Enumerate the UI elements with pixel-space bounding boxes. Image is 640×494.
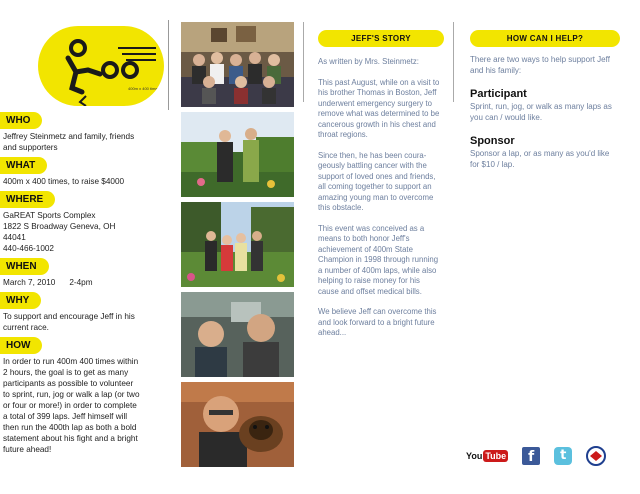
who-text: Jeffrey Steinmetz and family, friends and supporters	[3, 132, 135, 152]
divider	[168, 20, 169, 110]
help-column	[470, 30, 620, 170]
youtube-icon[interactable]: You Tube	[466, 451, 507, 461]
divider	[303, 22, 304, 102]
how-label: HOW	[0, 337, 42, 354]
twitter-icon[interactable]: t	[554, 447, 572, 465]
story-byline: As written by Mrs. Steinmetz:	[318, 57, 419, 66]
sponsor-title: Sponsor	[470, 135, 515, 147]
family-garden-photo	[181, 202, 294, 287]
story-paragraph: This event was conceived as a means to both honor Jeff's achievement of 400m State Champion in 1998 through running a number of 400m laps, while also helping to raise money for his cause and offset medical bills.	[318, 223, 439, 296]
event-time: 2-4pm	[69, 278, 93, 287]
story-paragraph: Since then, he has been coura- geously battling cancer with the support of loved ones and friends, all coming together to support an amazing young man to overcome this obstacle.	[318, 150, 436, 212]
when-section	[0, 256, 172, 288]
how-section	[0, 335, 172, 455]
participant-text: Sprint, run, jog, or walk as many laps as you can / would like.	[470, 102, 612, 122]
why-label: WHY	[0, 292, 41, 309]
why-text: To support and encourage Jeff in his current race.	[3, 312, 135, 332]
logo-tagline: 400m x 400 times	[128, 86, 160, 91]
where-section	[0, 189, 172, 254]
what-section	[0, 155, 172, 187]
social-links	[466, 444, 626, 468]
divider	[453, 22, 454, 102]
story-column	[318, 30, 444, 339]
brothers-garden-photo	[181, 112, 294, 197]
participant-title: Participant	[470, 88, 527, 100]
why-section	[0, 290, 172, 333]
how-text: In order to run 400m 400 times within 2 hours, the goal is to get as many participants as possible to volunteer to sprint, run, jog or walk a lap (or two or four or more!) in order to complete a total of 399 laps. Jeff himself will then run the 400th lap as both a bold statement about his fight and a bright future ahead!	[3, 357, 140, 454]
who-section	[0, 110, 172, 153]
event-details	[0, 110, 172, 457]
event-logo	[38, 26, 164, 106]
what-label: WHAT	[0, 157, 47, 174]
when-label: WHEN	[0, 258, 49, 275]
story-paragraph: This past August, while on a visit to his brother Thomas in Boston, Jeff underwent emergency surgery to remove what was determined to be cancerous growth in his chest and throat regions.	[318, 77, 440, 139]
what-text: 400m x 400 times, to raise $4000	[3, 177, 125, 186]
story-paragraph: We believe Jeff can overcome this and look forward to a bright future ahead...	[318, 307, 437, 337]
story-header: JEFF'S STORY	[318, 30, 444, 47]
sponsor-text: Sponsor a lap, or as many as you'd like for $10 / lap.	[470, 149, 610, 169]
who-label: WHO	[0, 112, 42, 129]
help-header: HOW CAN I HELP?	[470, 30, 620, 47]
runner-logo-icon	[38, 26, 164, 106]
photo-strip	[181, 22, 294, 472]
facebook-icon[interactable]: f	[522, 447, 540, 465]
help-intro: There are two ways to help support Jeff and his family:	[470, 55, 610, 75]
family-group-photo	[181, 22, 294, 107]
where-label: WHERE	[0, 191, 55, 208]
event-date: March 7, 2010	[3, 278, 56, 287]
when-text	[0, 277, 172, 288]
where-text: GaREAT Sports Complex 1822 S Broadway Geneva, OH 44041 440-466-1002	[3, 211, 116, 253]
badge-icon[interactable]	[586, 446, 606, 466]
friends-indoor-photo	[181, 292, 294, 377]
man-with-dog-photo	[181, 382, 294, 467]
